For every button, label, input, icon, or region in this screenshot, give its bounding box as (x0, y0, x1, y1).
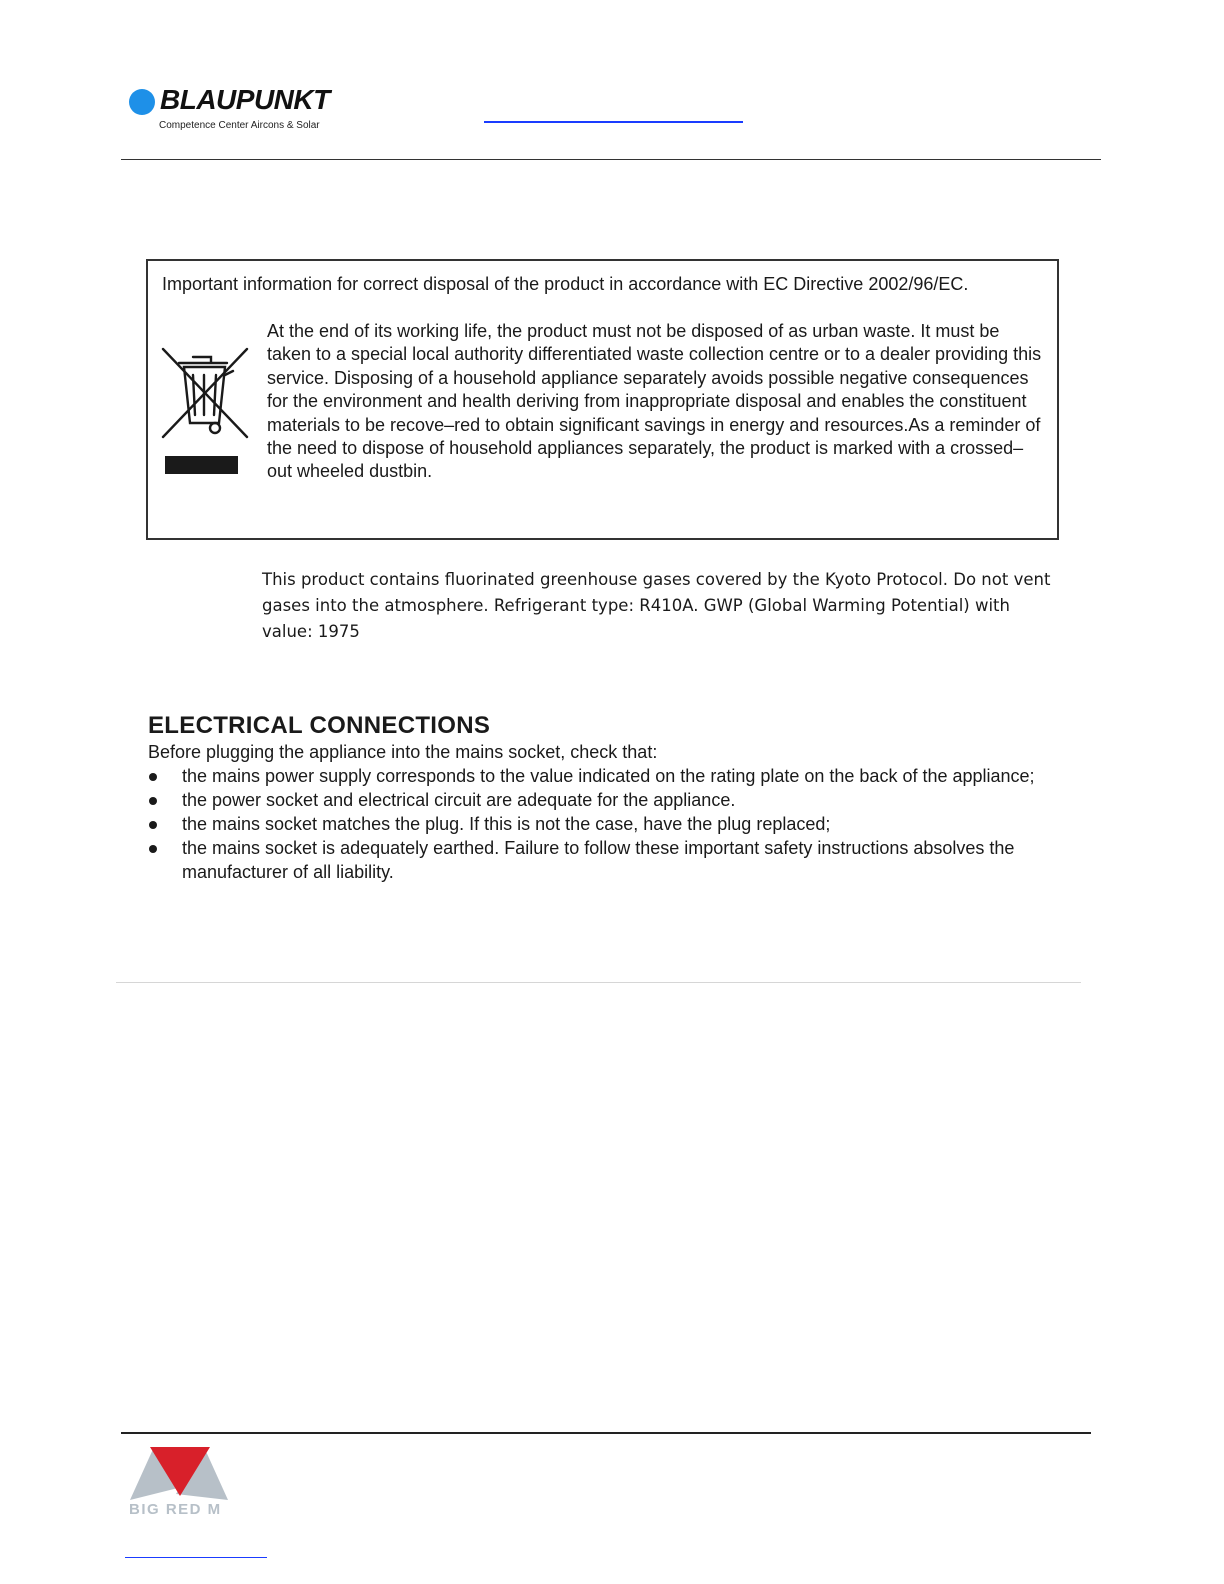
disposal-info-box (146, 259, 1059, 540)
list-item-text: the mains socket is adequately earthed. Failure to follow these important safety instructions absolves the manufacturer of all liability. (182, 838, 1015, 882)
blaupunkt-logo (129, 86, 369, 136)
crossed-out-wheeled-bin-icon (159, 345, 253, 479)
checklist (148, 764, 1068, 884)
bullet-icon (149, 821, 157, 829)
header-divider (121, 159, 1101, 160)
disposal-body: At the end of its working life, the product must not be disposed of as urban waste. It must be taken to a special local authority differentiated waste collection centre or to a dealer providing this service. Disposing of a household appliance separately avoids possible negative consequences for the environment and health deriving from inappropriate disposal and enables the constituent materials to be recove–red to obtain significant savings in energy and resources.As a reminder of the need to dispose of household appliances separately, the product is marked with a crossed–out wheeled dustbin. (267, 321, 1042, 482)
disposal-intro: Important information for correct disposal of the product in accordance with EC Directive 2002/96/EC. (162, 274, 969, 294)
list-item (148, 788, 1068, 812)
list-item (148, 836, 1068, 884)
bullet-icon (149, 845, 157, 853)
section-title: ELECTRICAL CONNECTIONS (148, 712, 491, 739)
section-intro: Before plugging the appliance into the mains socket, check that: (148, 742, 658, 762)
brand-tagline: Competence Center Aircons & Solar (159, 120, 320, 131)
big-red-m-logo (128, 1444, 232, 1516)
list-item-text: the mains socket matches the plug. If this is not the case, have the plug replaced; (182, 814, 831, 834)
list-item-text: the power socket and electrical circuit are adequate for the appliance. (182, 790, 736, 810)
logo-text: BIG RED M (129, 1501, 222, 1516)
header-link-underline[interactable] (484, 121, 743, 123)
footer-divider (121, 1432, 1091, 1434)
list-item (148, 764, 1068, 788)
brand-name: BLAUPUNKT (160, 84, 330, 115)
bullet-icon (149, 797, 157, 805)
electrical-section (148, 712, 1068, 884)
logo-dot-icon (129, 89, 155, 115)
list-item-text: the mains power supply corresponds to the value indicated on the rating plate on the back of the appliance; (182, 766, 1035, 786)
list-item (148, 812, 1068, 836)
footer-link-underline[interactable] (125, 1557, 267, 1558)
bullet-icon (149, 773, 157, 781)
fgas-note: This product contains fluorinated greenhouse gases covered by the Kyoto Protocol. Do not vent gases into the atmosphere. Refrigerant type: R410A. GWP (Global Warming Potential) with value: 1975 (262, 570, 1051, 641)
section-divider (116, 982, 1081, 983)
